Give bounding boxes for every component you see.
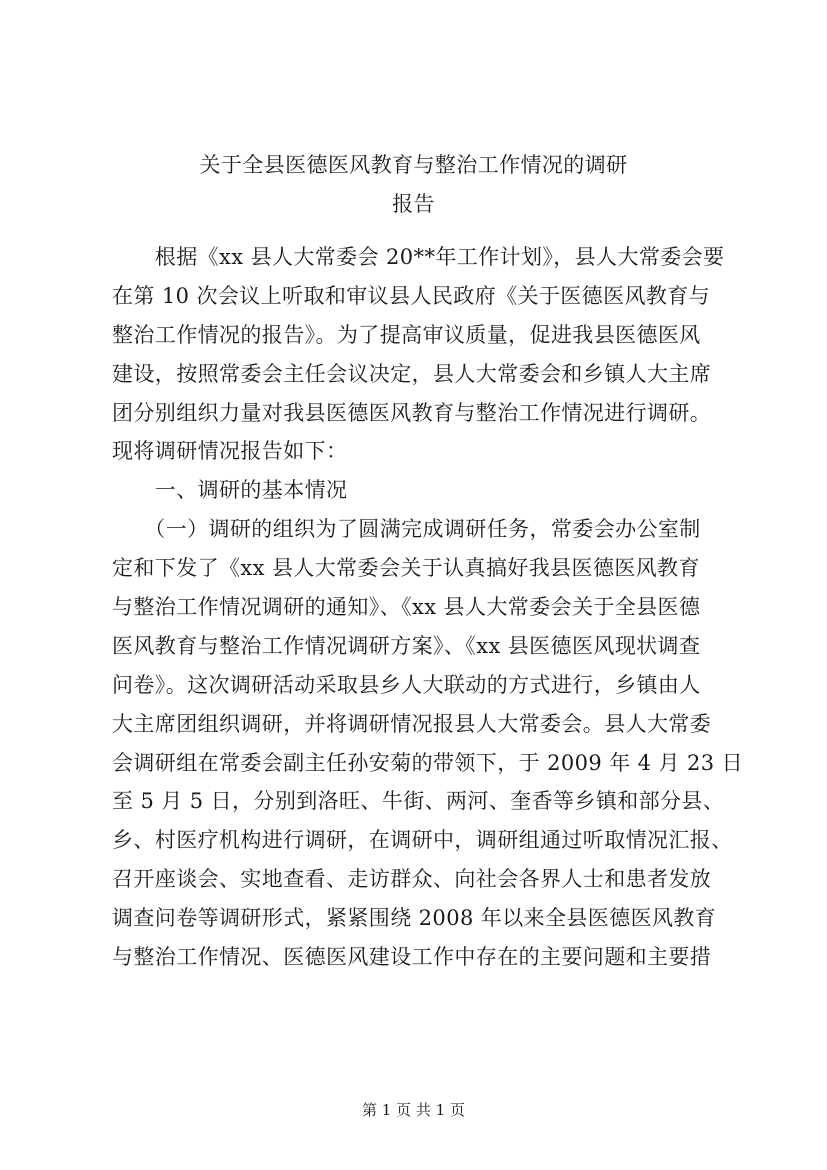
body-line: （一）调研的组织为了圆满完成调研任务，常委会办公室制 [112, 517, 701, 542]
body-line: 整治工作情况的报告》。为了提高审议质量，促进我县医德医风 [112, 322, 701, 347]
title-line: 报告 [392, 191, 435, 216]
body-line: 现将调研情况报告如下： [112, 439, 348, 464]
body-line: 调查问卷等调研形式，紧紧围绕 2008 年以来全县医德医风教育 [112, 906, 717, 931]
body-line: 在第 10 次会议上听取和审议县人民政府《关于医德医风教育与 [112, 283, 711, 308]
body-line: 团分别组织力量对我县医德医风教育与整治工作情况进行调研。 [112, 400, 712, 425]
body-line: 会调研组在常委会副主任孙安菊的带领下，于 2009 年 4 月 23 日 [112, 750, 743, 775]
body-line: 与整治工作情况调研的通知》、《xx 县人大常委会关于全县医德 [112, 595, 701, 620]
body-line: 根据《xx 县人大常委会 20**年工作计划》，县人大常委会要 [112, 245, 725, 269]
section-heading: 一、调研的基本情况 [112, 478, 348, 503]
body-line: 定和下发了《xx 县人大常委会关于认真搞好我县医德医风教育 [112, 556, 700, 581]
body-line: 问卷》。这次调研活动采取县乡人大联动的方式进行，乡镇由人 [112, 672, 701, 697]
body-line: 至 5 月 5 日，分别到洛旺、牛街、两河、奎香等乡镇和部分县、 [112, 789, 725, 814]
page-footer: 第 1 页 共 1 页 [362, 1101, 465, 1119]
body-line: 大主席团组织调研，并将调研情况报县人大常委会。县人大常委 [112, 711, 712, 736]
body-line: 建设，按照常委会主任会议决定，县人大常委会和乡镇人大主席 [112, 361, 712, 386]
document-body [112, 238, 743, 977]
title-line: 关于全县医德医风教育与整治工作情况的调研 [199, 153, 628, 177]
body-line: 与整治工作情况、医德医风建设工作中存在的主要问题和主要措 [112, 945, 712, 970]
document-title [100, 146, 727, 224]
body-line: 乡、村医疗机构进行调研，在调研中，调研组通过听取情况汇报、 [112, 828, 733, 853]
body-line: 医风教育与整治工作情况调研方案》、《xx 县医德医风现状调查 [112, 633, 701, 658]
body-line: 召开座谈会、实地查看、走访群众、向社会各界人士和患者发放 [112, 867, 712, 892]
